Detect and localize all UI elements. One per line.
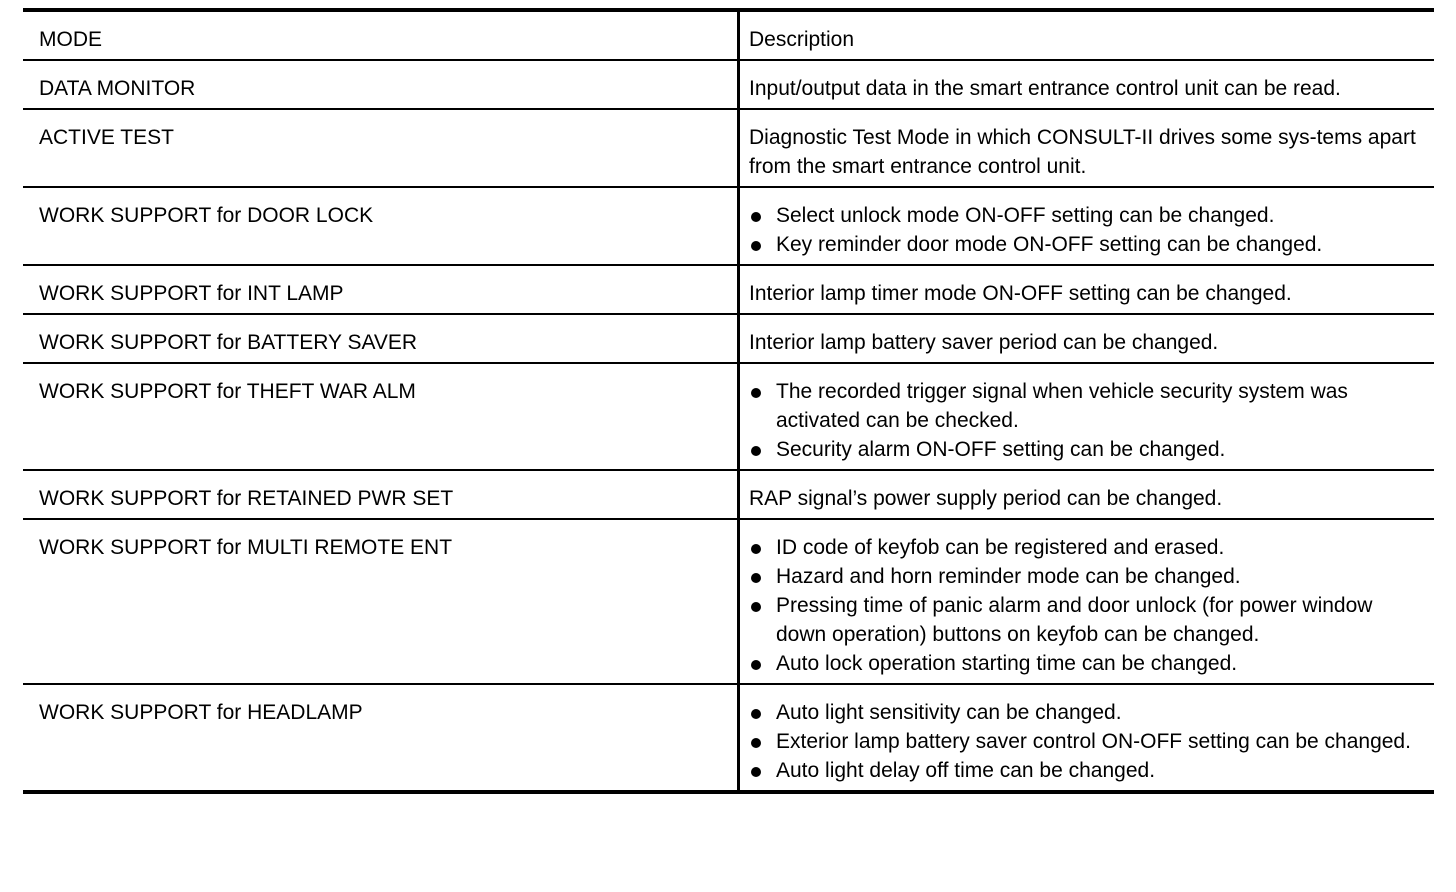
description-cell bbox=[739, 187, 1435, 265]
bullet-item: Key reminder door mode ON-OFF setting can be changed. bbox=[749, 230, 1422, 259]
bullet-dot-icon bbox=[751, 738, 761, 748]
bullet-list bbox=[749, 698, 1422, 785]
mode-description-table bbox=[23, 8, 1434, 794]
table-row bbox=[23, 684, 1434, 792]
description-cell bbox=[739, 109, 1435, 187]
bullet-dot-icon bbox=[751, 602, 761, 612]
table-row bbox=[23, 363, 1434, 470]
bullet-item: The recorded trigger signal when vehicle security system was activated can be checked. bbox=[749, 377, 1422, 435]
bullet-list bbox=[749, 201, 1422, 259]
description-text: Input/output data in the smart entrance control unit can be read. bbox=[749, 77, 1341, 100]
mode-cell: WORK SUPPORT for MULTI REMOTE ENT bbox=[23, 519, 739, 684]
table-row bbox=[23, 314, 1434, 363]
bullet-item: Select unlock mode ON-OFF setting can be changed. bbox=[749, 201, 1422, 230]
bullet-list bbox=[749, 533, 1422, 678]
description-cell bbox=[739, 363, 1435, 470]
table-row bbox=[23, 519, 1434, 684]
mode-cell: WORK SUPPORT for INT LAMP bbox=[23, 265, 739, 314]
bullet-item: Security alarm ON-OFF setting can be changed. bbox=[749, 435, 1422, 464]
bullet-item: Auto light sensitivity can be changed. bbox=[749, 698, 1422, 727]
description-text: RAP signal’s power supply period can be changed. bbox=[749, 487, 1223, 510]
description-cell bbox=[739, 60, 1435, 109]
description-cell bbox=[739, 470, 1435, 519]
bullet-item: Hazard and horn reminder mode can be changed. bbox=[749, 562, 1422, 591]
description-text: Interior lamp battery saver period can be changed. bbox=[749, 331, 1219, 354]
description-text: Interior lamp timer mode ON-OFF setting can be changed. bbox=[749, 282, 1292, 305]
bullet-dot-icon bbox=[751, 241, 761, 251]
mode-column-header: MODE bbox=[23, 10, 739, 60]
bullet-dot-icon bbox=[751, 388, 761, 398]
table-row bbox=[23, 470, 1434, 519]
mode-cell: ACTIVE TEST bbox=[23, 109, 739, 187]
header-row bbox=[23, 10, 1434, 60]
mode-cell: WORK SUPPORT for THEFT WAR ALM bbox=[23, 363, 739, 470]
mode-cell: WORK SUPPORT for RETAINED PWR SET bbox=[23, 470, 739, 519]
bullet-dot-icon bbox=[751, 767, 761, 777]
table-row bbox=[23, 60, 1434, 109]
description-cell bbox=[739, 684, 1435, 792]
description-cell bbox=[739, 265, 1435, 314]
description-column-header: Description bbox=[739, 10, 1435, 60]
bullet-dot-icon bbox=[751, 573, 761, 583]
bullet-dot-icon bbox=[751, 212, 761, 222]
description-text: Diagnostic Test Mode in which CONSULT-II drives some sys-tems apart from the smart entrance control unit. bbox=[749, 126, 1416, 178]
mode-cell: DATA MONITOR bbox=[23, 60, 739, 109]
mode-cell: WORK SUPPORT for DOOR LOCK bbox=[23, 187, 739, 265]
description-cell bbox=[739, 519, 1435, 684]
table-row bbox=[23, 265, 1434, 314]
description-cell bbox=[739, 314, 1435, 363]
mode-cell: WORK SUPPORT for BATTERY SAVER bbox=[23, 314, 739, 363]
bullet-dot-icon bbox=[751, 544, 761, 554]
bullet-dot-icon bbox=[751, 709, 761, 719]
bullet-dot-icon bbox=[751, 446, 761, 456]
bullet-item: Auto lock operation starting time can be changed. bbox=[749, 649, 1422, 678]
bullet-item: Pressing time of panic alarm and door unlock (for power window down operation) buttons on keyfob can be changed. bbox=[749, 591, 1422, 649]
bullet-item: Exterior lamp battery saver control ON-OFF setting can be changed. bbox=[749, 727, 1422, 756]
table-row bbox=[23, 109, 1434, 187]
mode-cell: WORK SUPPORT for HEADLAMP bbox=[23, 684, 739, 792]
bullet-list bbox=[749, 377, 1422, 464]
bullet-dot-icon bbox=[751, 660, 761, 670]
bullet-item: ID code of keyfob can be registered and erased. bbox=[749, 533, 1422, 562]
bullet-item: Auto light delay off time can be changed. bbox=[749, 756, 1422, 785]
table-row bbox=[23, 187, 1434, 265]
